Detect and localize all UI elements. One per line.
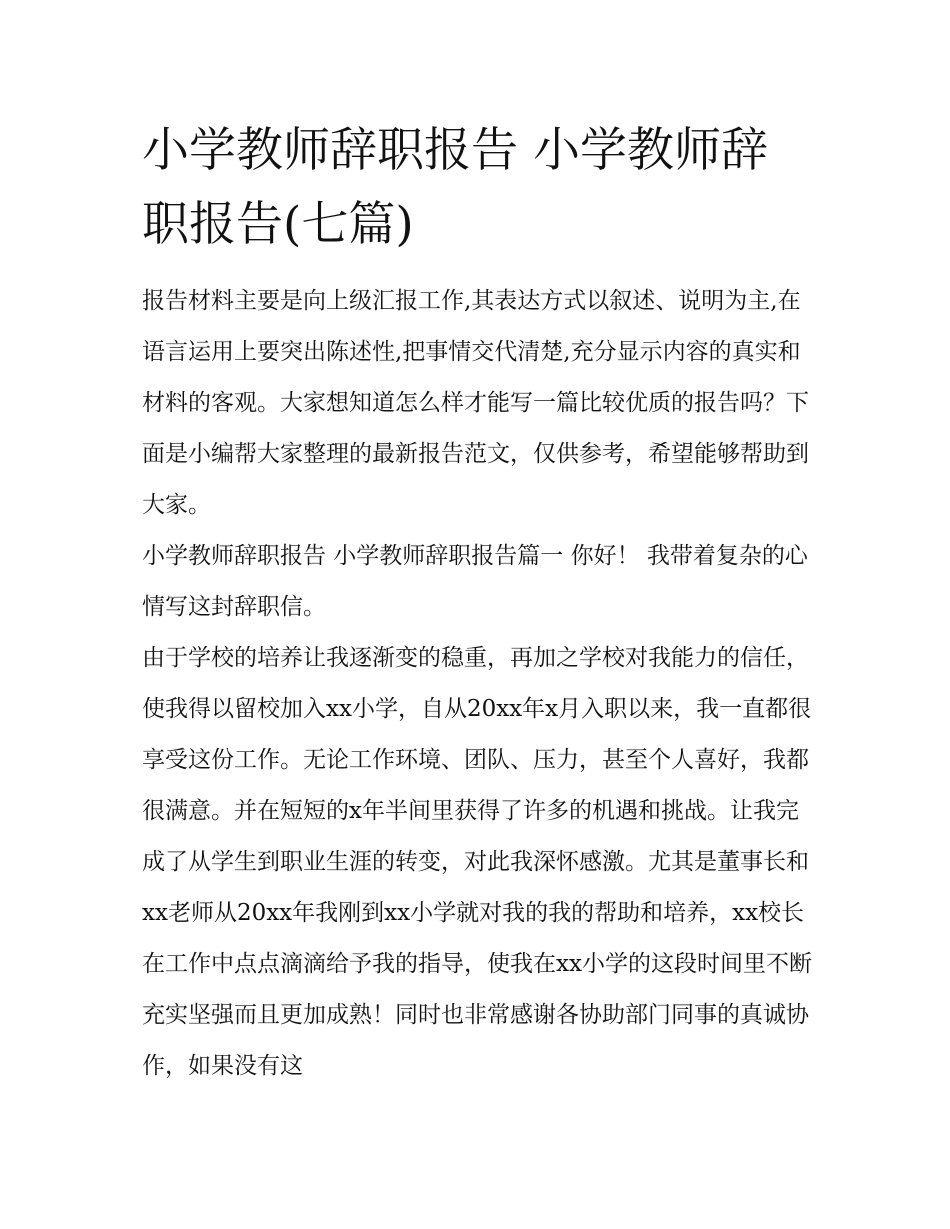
- paragraph-intro: 报告材料主要是向上级汇报工作,其表达方式以叙述、说明为主,在语言运用上要突出陈述性,把事情交代清楚,充分显示内容的真实和材料的客观。大家想知道怎么样才能写一篇比较优质的报告吗？下面是小编帮大家整理的最新报告范文，仅供参考，希望能够帮助到大家。: [142, 288, 809, 518]
- document-title: 小学教师辞职报告 小学教师辞职报告(七篇): [142, 123, 768, 252]
- document-page: [142, 0, 814, 1229]
- paragraph-heading-one: 小学教师辞职报告 小学教师辞职报告篇一 你好！ 我带着复杂的心情写这封辞职信。: [142, 543, 808, 620]
- document-body: [142, 276, 814, 1092]
- paragraph-body: 由于学校的培养让我逐渐变的稳重，再加之学校对我能力的信任，使我得以留校加入xx小学，自从20xx年x月入职以来，我一直都很享受这份工作。无论工作环境、团队、压力，甚至个人喜好，我都很满意。并在短短的x年半间里获得了许多的机遇和挑战。让我完成了从学生到职业生涯的转变，对此我深怀感激。尤其是董事长和xx老师从20xx年我刚到xx小学就对我的我的帮助和培养，xx校长在工作中点点滴滴给予我的指导，使我在xx小学的这段时间里不断充实坚强而且更加成熟！同时也非常感谢各协助部门同事的真诚协作，如果没有这: [142, 645, 812, 1079]
